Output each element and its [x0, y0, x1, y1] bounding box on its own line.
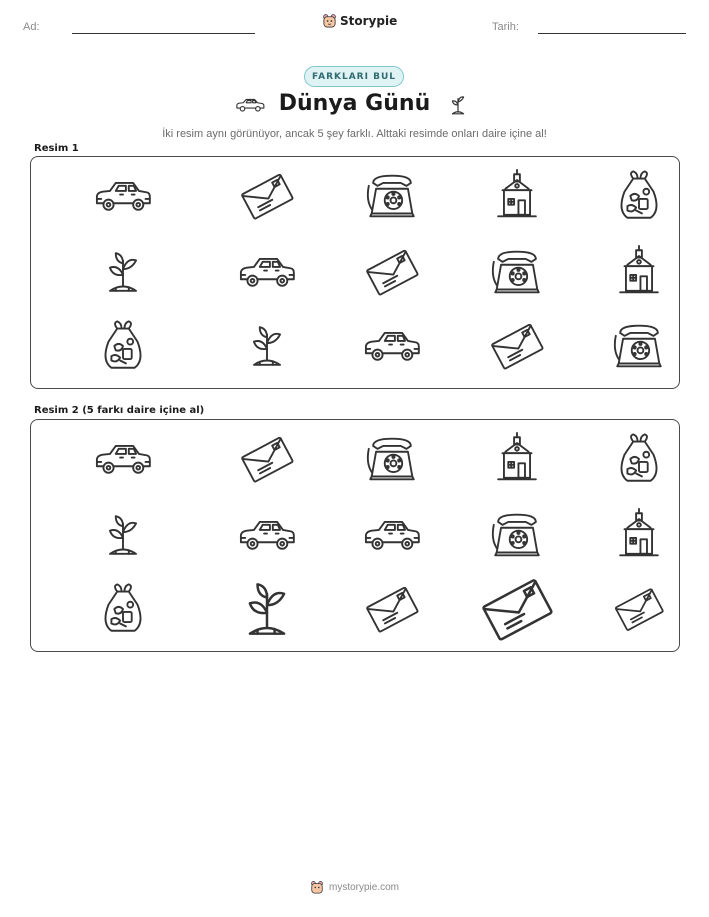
picture2-cell-r3-c2[interactable]: [229, 571, 305, 647]
recycling-bag-icon: [94, 580, 152, 638]
schoolhouse-icon: [610, 243, 668, 301]
envelope-icon: [612, 582, 666, 636]
schoolhouse-icon: [488, 430, 546, 488]
picture2-cell-r3-c4[interactable]: [478, 570, 556, 648]
picture2-cell-r2-c4[interactable]: [488, 506, 546, 564]
sprout-icon: [229, 571, 305, 647]
storypie-mascot-icon: [322, 13, 337, 28]
picture2-cell-r1-c4[interactable]: [488, 430, 546, 488]
picture1-cell-r3-c5[interactable]: [610, 317, 668, 375]
picture1-cell-r1-c3[interactable]: [363, 167, 421, 225]
schoolhouse-icon: [488, 167, 546, 225]
envelope-icon: [363, 580, 421, 638]
picture2-cell-r2-c1[interactable]: [94, 506, 152, 564]
storypie-mascot-icon: [310, 880, 324, 894]
activity-badge: FARKLARI BUL: [304, 66, 404, 87]
picture1-cell-r2-c3[interactable]: [363, 243, 421, 301]
brand-logo: [322, 13, 397, 28]
picture1-cell-r1-c4[interactable]: [488, 167, 546, 225]
car-icon: [94, 430, 152, 488]
picture1-cell-r2-c5[interactable]: [610, 243, 668, 301]
picture1-cell-r1-c5[interactable]: [610, 167, 668, 225]
sprout-icon: [448, 93, 468, 117]
picture1-cell-r3-c2[interactable]: [238, 317, 296, 375]
picture1-cell-r3-c4[interactable]: [488, 317, 546, 375]
car-icon: [363, 317, 421, 375]
envelope-icon: [363, 243, 421, 301]
picture1-cell-r1-c1[interactable]: [94, 167, 152, 225]
schoolhouse-icon: [610, 506, 668, 564]
recycling-bag-icon: [610, 430, 668, 488]
car-icon: [363, 506, 421, 564]
car-icon: [94, 167, 152, 225]
telephone-icon: [363, 430, 421, 488]
date-line[interactable]: [538, 33, 686, 34]
telephone-icon: [610, 317, 668, 375]
picture1-cell-r3-c3[interactable]: [363, 317, 421, 375]
envelope-icon: [478, 570, 556, 648]
picture2-cell-r2-c5[interactable]: [610, 506, 668, 564]
telephone-icon: [488, 243, 546, 301]
picture1-cell-r1-c2[interactable]: [238, 167, 296, 225]
telephone-icon: [488, 506, 546, 564]
picture1-label: Resim 1: [34, 143, 79, 154]
picture2-cell-r2-c2[interactable]: [238, 506, 296, 564]
envelope-icon: [238, 167, 296, 225]
picture2-label: Resim 2 (5 farkı daire içine al): [34, 405, 205, 416]
picture2-cell-r1-c3[interactable]: [363, 430, 421, 488]
picture1-cell-r2-c4[interactable]: [488, 243, 546, 301]
footer-site[interactable]: mystorypie.com: [328, 881, 399, 893]
name-line[interactable]: [72, 33, 255, 34]
picture2-cell-r3-c3[interactable]: [363, 580, 421, 638]
picture2-panel[interactable]: [30, 419, 680, 652]
picture1-cell-r2-c2[interactable]: [238, 243, 296, 301]
picture2-cell-r1-c2[interactable]: [238, 430, 296, 488]
recycling-bag-icon: [94, 317, 152, 375]
brand-name: Storypie: [340, 13, 398, 28]
telephone-icon: [363, 167, 421, 225]
envelope-icon: [238, 430, 296, 488]
picture1-cell-r2-c1[interactable]: [94, 243, 152, 301]
name-label: Ad:: [23, 21, 40, 33]
recycling-bag-icon: [610, 167, 668, 225]
footer: [0, 880, 709, 894]
date-label: Tarih:: [492, 21, 519, 33]
picture1-panel[interactable]: [30, 156, 680, 389]
picture2-cell-r1-c1[interactable]: [94, 430, 152, 488]
picture2-cell-r3-c1[interactable]: [94, 580, 152, 638]
picture2-cell-r1-c5[interactable]: [610, 430, 668, 488]
page-title: Dünya Günü: [278, 91, 431, 116]
car-icon: [238, 506, 296, 564]
picture1-cell-r3-c1[interactable]: [94, 317, 152, 375]
sprout-icon: [238, 317, 296, 375]
picture2-cell-r3-c5[interactable]: [612, 582, 666, 636]
sprout-icon: [94, 243, 152, 301]
sprout-icon: [94, 506, 152, 564]
picture2-cell-r2-c3[interactable]: [363, 506, 421, 564]
envelope-icon: [488, 317, 546, 375]
instructions: İki resim aynı görünüyor, ancak 5 şey farklı. Alttaki resimde onları daire içine al!: [162, 128, 547, 140]
car-icon: [238, 243, 296, 301]
